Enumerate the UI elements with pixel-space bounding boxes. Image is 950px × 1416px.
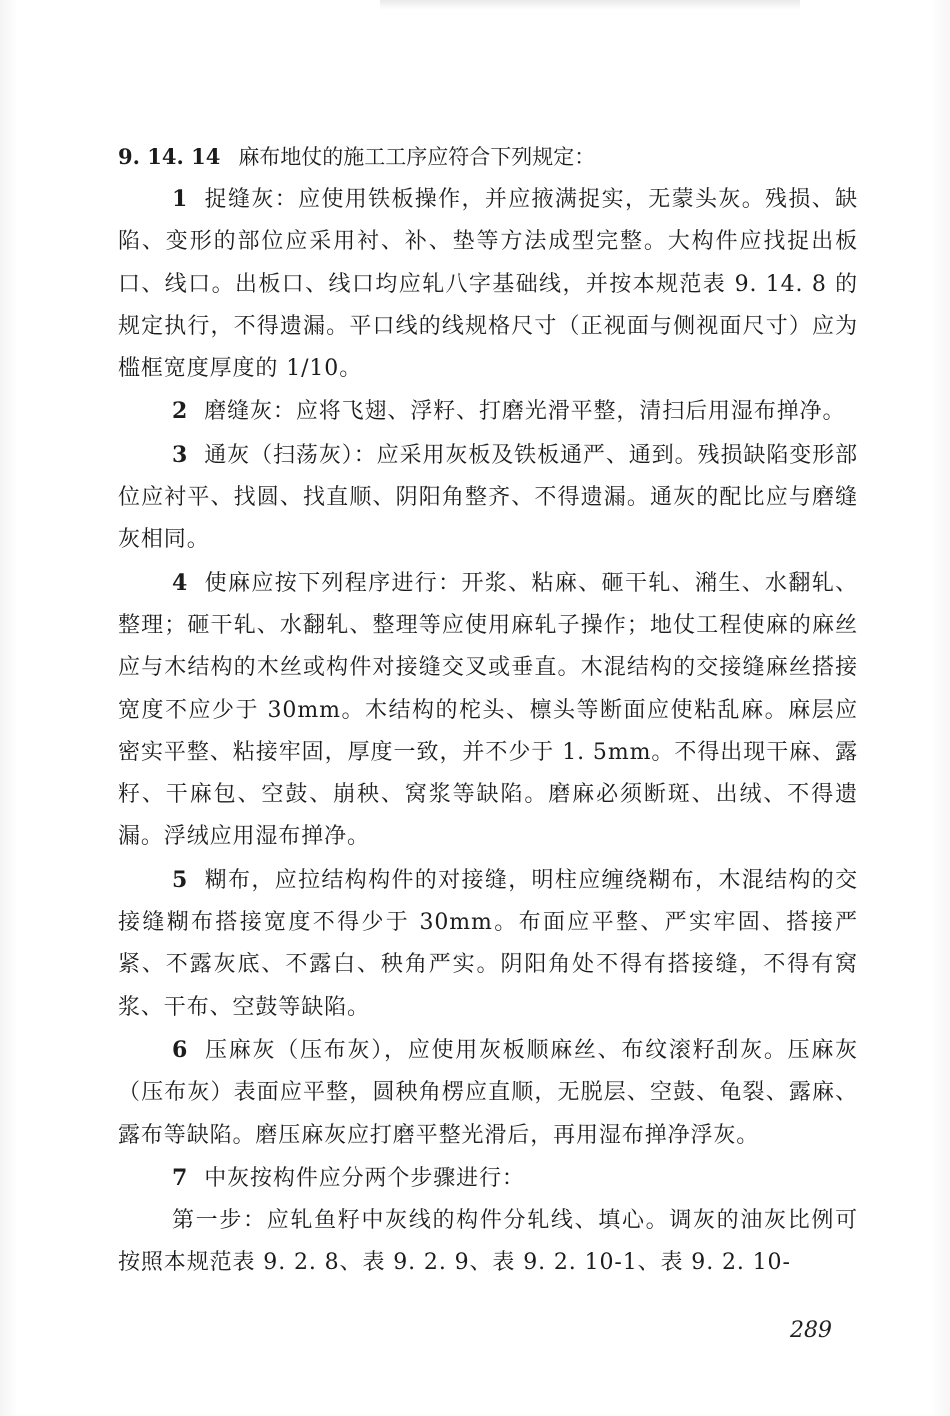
- item-text: 糊布，应拉结构构件的对接缝，明柱应缠绕糊布，木混结构的交接缝糊布搭接宽度不得少于 30mm。布面应平整、严实牢固、搭接严紧、不露灰底、不露白、秧角严实。阴阳角处不得有搭接缝，不得有窝浆、干布、空鼓等缺陷。: [118, 867, 858, 1020]
- list-item-5: [118, 859, 858, 1029]
- page-number: 289: [790, 1318, 832, 1343]
- item-text: 压麻灰（压布灰），应使用灰板顺麻丝、布纹滚籽刮灰。压麻灰（压布灰）表面应平整，圆秧角楞应直顺，无脱层、空鼓、龟裂、露麻、露布等缺陷。磨压麻灰应打磨平整光滑后，再用湿布掸净浮灰。: [118, 1037, 858, 1148]
- list-item-4: [118, 562, 858, 859]
- item-number: 1: [172, 186, 189, 212]
- item-text: 磨缝灰：应将飞翅、浮籽、打磨光滑平整，清扫后用湿布掸净。: [204, 399, 846, 425]
- item-text: 捉缝灰：应使用铁板操作，并应掖满捉实，无蒙头灰。残损、缺陷、变形的部位应采用衬、补、垫等方法成型完整。大构件应找捉出板口、线口。出板口、线口均应轧八字基础线，并按本规范表 9. 14. 8 的规定执行，不得遗漏。平口线的线规格尺寸（正视面与侧视面尺寸）应为槛框宽度厚度的 1/10。: [118, 187, 858, 382]
- item-text: 使麻应按下列程序进行：开浆、粘麻、砸干轧、潲生、水翻轧、整理；砸干轧、水翻轧、整理等应使用麻轧子操作；地仗工程使麻的麻丝应与木结构的木丝或构件对接缝交叉或垂直。木混结构的交接缝麻丝搭接宽度不应少于 30mm。木结构的柁头、檩头等断面应使粘乱麻。麻层应密实平整、粘接牢固，厚度一致，并不少于 1. 5mm。不得出现干麻、露籽、干麻包、空鼓、崩秧、窝浆等缺陷。磨麻必须断斑、出绒、不得遗漏。浮绒应用湿布掸净。: [118, 570, 858, 850]
- item-number: 7: [172, 1164, 189, 1191]
- document-body: [118, 136, 858, 1285]
- item-number: 3: [172, 441, 189, 468]
- list-item-2: [118, 390, 858, 433]
- section-number: 9. 14. 14: [118, 144, 221, 169]
- list-item-7: [118, 1157, 858, 1200]
- step-one-paragraph: 第一步：应轧鱼籽中灰线的构件分轧线、填心。调灰的油灰比例可按照本规范表 9. 2. 8、表 9. 2. 9、表 9. 2. 10-1、表 9. 2. 10-: [118, 1208, 858, 1276]
- item-number: 6: [172, 1036, 189, 1063]
- item-text: 中灰按构件应分两个步骤进行：: [204, 1165, 525, 1191]
- list-item-3: [118, 434, 858, 562]
- list-item-1: [118, 178, 858, 390]
- list-item-6: [118, 1029, 858, 1157]
- item-number: 4: [172, 569, 189, 596]
- section-title: 麻布地仗的施工工序应符合下列规定：: [238, 145, 596, 169]
- item-text: 通灰（扫荡灰）：应采用灰板及铁板通严、通到。残损缺陷变形部位应衬平、找圆、找直顺、阴阳角整齐、不得遗漏。通灰的配比应与磨缝灰相同。: [118, 442, 858, 553]
- item-number: 2: [172, 398, 189, 425]
- section-heading: [118, 136, 858, 178]
- scan-shadow: [380, 0, 800, 10]
- item-number: 5: [172, 866, 189, 893]
